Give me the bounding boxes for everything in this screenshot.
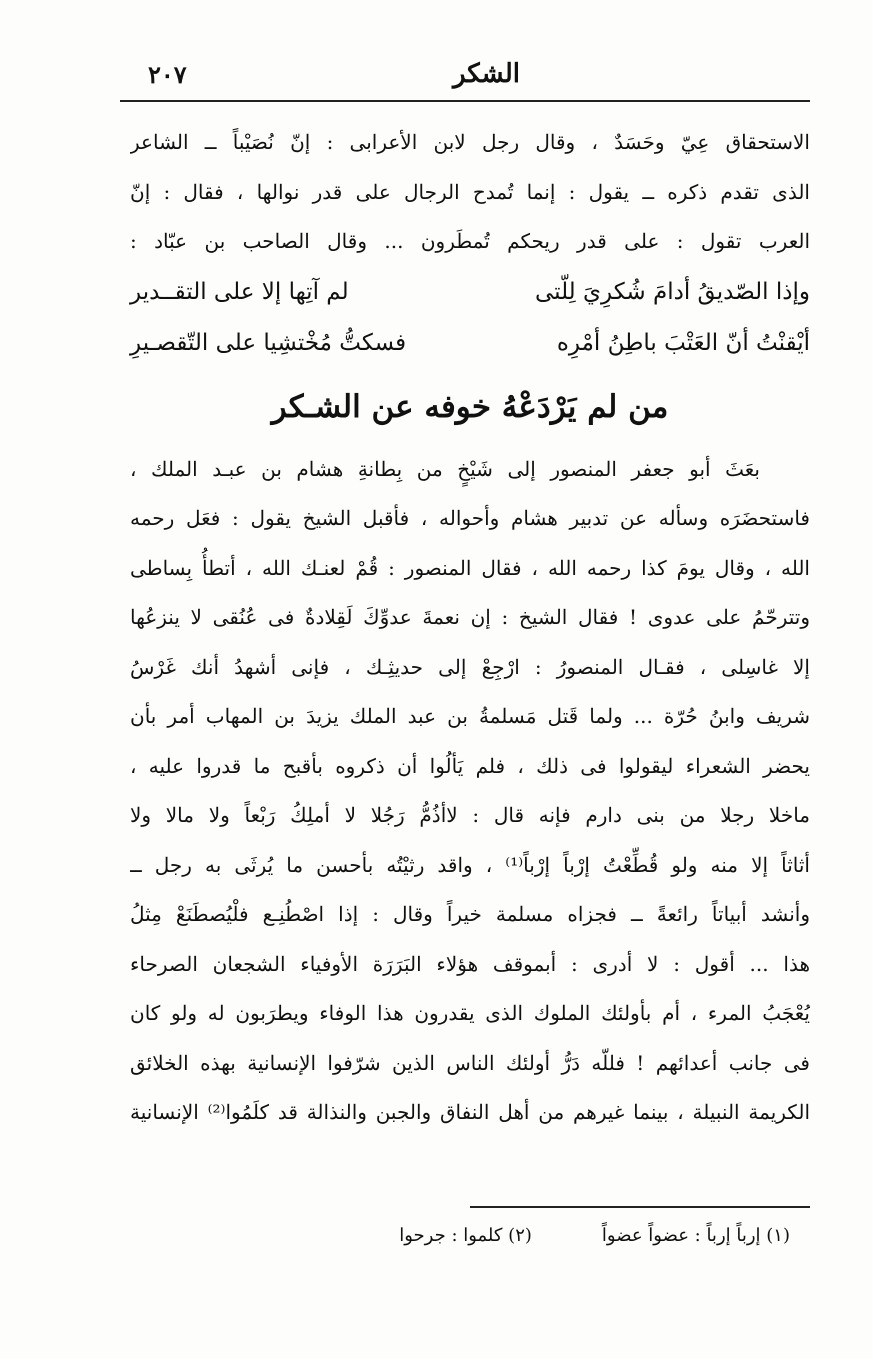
paragraph-line: فاستحضَرَه وسأله عن تدبير هشام وأحواله ، فأقبل الشيخ يقول : فعَل رحمه [130, 506, 810, 530]
verse-line [130, 267, 810, 318]
page-body [130, 118, 810, 1138]
paragraph-line: يُعْجَبُ المرء ، أم بأولئك الملوك الذى يقدرون هذا الوفاء ويطرَبون له ولو كان [130, 1001, 810, 1025]
paragraph-line: أثاثاً إلا منه ولو قُطِّعْتُ إرْباً إرْباً⁽¹⁾ ، واقد رثيْتُه بأحسن ما يُرثَى به رجل ــ [130, 852, 810, 877]
paragraph-line: الكريمة النبيلة ، بينما غيرهم من أهل النفاق والجبن والنذالة قد كلَمُوا⁽²⁾ الإنسانية [130, 1100, 810, 1124]
header-rule [120, 100, 810, 102]
text-line: الذى تقدم ذكره ــ يقول : إنما تُمدح الرجال على قدر نوالها ، فقال : إنّ [130, 179, 810, 204]
verse-first-hemistich: وإذا الصّديقُ أدامَ شُكرِيَ لِلّتى [534, 278, 810, 305]
text-line: العرب تقول : على قدر ريحكم تُمطَرون ... وقال الصاحب بن عبّاد : [130, 229, 810, 253]
paragraph-line: بعَثَ أبو جعفر المنصور إلى شَيْخٍ من بِطانةِ هشام بن عبـد الملك ، [130, 456, 760, 481]
footnote-rule [470, 1206, 810, 1208]
footnotes [270, 1215, 790, 1255]
text-line: الاستحقاق عِيّ وحَسَدٌ ، وقال رجل لابن الأعرابى : إنّ نُصَيْباً ــ الشاعر [130, 130, 810, 154]
paragraph-line: الله ، وقال يومَ كذا رحمه الله ، فقال المنصور : قُمْ لعنـك الله ، أتطأُ بِساطى [130, 555, 810, 580]
verse-line [130, 318, 810, 369]
paragraph-line: وأنشد أبياتاً رائعةً ــ فجزاه مسلمة خيراً وقال : إذا اصْطُنِـع فلْيُصطَنَعْ مِثلُ [130, 902, 810, 926]
page-header [120, 52, 810, 96]
paragraph-line: ماخلا رجلا من بنى دارم فإنه قال : لاأذُمُّ رَجُلا لا أملِكُ رَبْعاً ولا مالا ولا [130, 803, 810, 827]
paragraph-line: شريف وابنُ حُرّة ... ولما قَتل مَسلمةُ بن عبد الملك يزيدَ بن المهاب أمر بأن [130, 704, 810, 728]
paragraph-line: فى جانب أعدائهم ! فللّه دَرُّ أولئك الناس الذين شرّفوا الإنسانية بهذه الخلائق [130, 1050, 810, 1075]
verse-second-hemistich: لم آتِها إلا على التقــدير [130, 278, 349, 305]
paragraph-line: وتترحّمُ على عدوى ! فقال الشيخ : إن نعمةَ عدوِّكَ لَقِلادةٌ فى عُنُقى لا ينزعُها [130, 605, 810, 629]
section-heading: من لم يَرْدَعْهُ خوفه عن الشـكر [271, 388, 669, 425]
footnote-2: (٢) كلموا : جرحوا [399, 1224, 532, 1246]
verse-first-hemistich: أيْقنْتُ أنّ العَتْبَ باطِنُ أمْرِه [556, 329, 810, 356]
paragraph-line: هذا ... أقول : لا أدرى : أبموقف هؤلاء البَرَرَة الأوفياء الشجعان الصرحاء [130, 951, 810, 976]
paragraph-line: يحضر الشعراء ليقولوا فى ذلك ، فلم يَألُوا أن ذكروه بأقبح ما قدروا عليه ، [130, 753, 810, 778]
page-number: ٢٠٧ [148, 59, 187, 89]
running-title: الشكر [452, 59, 520, 89]
paragraph-line: إلا غاسِلى ، فقـال المنصورُ : ارْجِعْ إلى حديثِـك ، فإنى أشهدُ أنك غَرْسُ [130, 654, 810, 679]
footnote-1: (١) إرباً إرباً : عضواً عضواً [601, 1224, 790, 1246]
verse-second-hemistich: فسكتُّ مُخْتشِيا على التّقصـيرِ [130, 329, 407, 356]
